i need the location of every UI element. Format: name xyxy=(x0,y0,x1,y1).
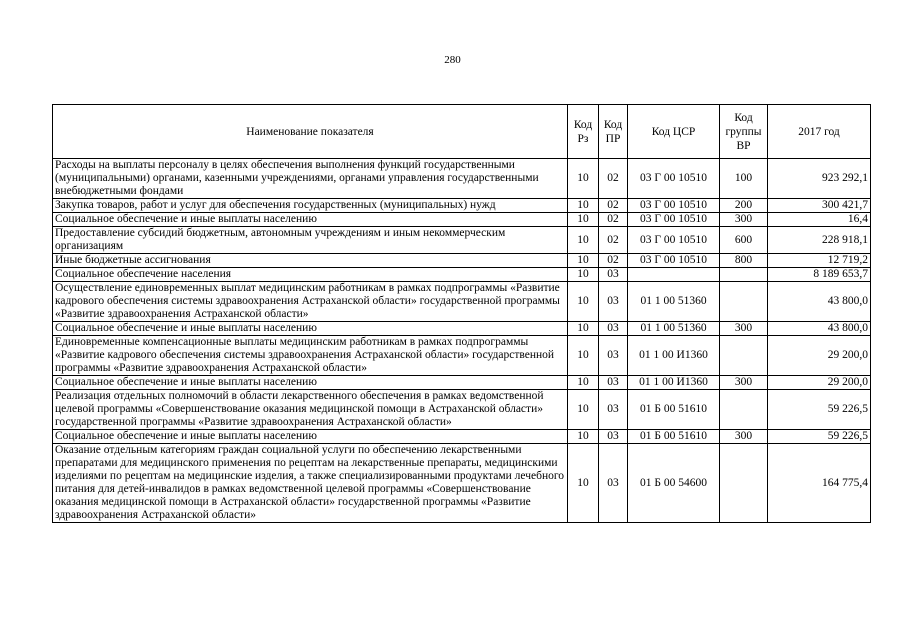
row-csr: 01 Б 00 51610 xyxy=(628,390,720,430)
table-row xyxy=(53,254,871,268)
row-rz: 10 xyxy=(568,336,599,376)
row-rz: 10 xyxy=(568,268,599,282)
row-rz: 10 xyxy=(568,390,599,430)
table-row xyxy=(53,430,871,444)
table-row xyxy=(53,282,871,322)
table-row xyxy=(53,268,871,282)
row-vr xyxy=(720,268,768,282)
page-number: 280 xyxy=(444,54,461,66)
row-pr: 03 xyxy=(599,390,628,430)
table-row xyxy=(53,390,871,430)
row-name: Осуществление единовременных выплат медицинским работникам в рамках подпрограммы «Развитие кадрового обеспечения системы здравоохранения Астраханской области» государственной программы «Развитие здравоохранения Астраханской области» xyxy=(53,282,568,322)
row-csr xyxy=(628,268,720,282)
row-vr: 300 xyxy=(720,430,768,444)
row-name: Социальное обеспечение и иные выплаты населению xyxy=(53,213,568,227)
row-rz: 10 xyxy=(568,159,599,199)
row-name: Социальное обеспечение населения xyxy=(53,268,568,282)
row-csr: 01 1 00 И1360 xyxy=(628,376,720,390)
row-csr: 03 Г 00 10510 xyxy=(628,227,720,254)
row-rz: 10 xyxy=(568,376,599,390)
row-name: Социальное обеспечение и иные выплаты населению xyxy=(53,376,568,390)
row-pr: 02 xyxy=(599,213,628,227)
row-csr: 01 1 00 51360 xyxy=(628,322,720,336)
row-rz: 10 xyxy=(568,199,599,213)
table-row xyxy=(53,376,871,390)
row-amount: 59 226,5 xyxy=(768,430,871,444)
row-vr xyxy=(720,444,768,523)
table-row xyxy=(53,444,871,523)
row-amount: 29 200,0 xyxy=(768,336,871,376)
header-csr: Код ЦСР xyxy=(628,105,720,159)
header-rz: Код Рз xyxy=(568,105,599,159)
row-pr: 02 xyxy=(599,254,628,268)
row-amount: 59 226,5 xyxy=(768,390,871,430)
table-row xyxy=(53,213,871,227)
row-name: Предоставление субсидий бюджетным, автономным учреждениям и иным некоммерческим организациям xyxy=(53,227,568,254)
table-row xyxy=(53,159,871,199)
header-pr: Код ПР xyxy=(599,105,628,159)
row-pr: 03 xyxy=(599,444,628,523)
row-name: Единовременные компенсационные выплаты медицинским работникам в рамках подпрограммы «Развитие кадрового обеспечения системы здравоохранения Астраханской области» государственной программы «Развитие здравоохранения Астраханской области» xyxy=(53,336,568,376)
row-rz: 10 xyxy=(568,254,599,268)
table-row xyxy=(53,336,871,376)
row-rz: 10 xyxy=(568,430,599,444)
row-pr: 03 xyxy=(599,430,628,444)
header-year: 2017 год xyxy=(768,105,871,159)
row-amount: 164 775,4 xyxy=(768,444,871,523)
row-vr: 300 xyxy=(720,213,768,227)
row-rz: 10 xyxy=(568,213,599,227)
row-vr: 300 xyxy=(720,376,768,390)
row-rz: 10 xyxy=(568,322,599,336)
row-vr xyxy=(720,336,768,376)
row-rz: 10 xyxy=(568,444,599,523)
row-pr: 02 xyxy=(599,227,628,254)
table-row xyxy=(53,322,871,336)
table-row xyxy=(53,227,871,254)
row-amount: 16,4 xyxy=(768,213,871,227)
header-vr: Код группы ВР xyxy=(720,105,768,159)
row-amount: 12 719,2 xyxy=(768,254,871,268)
row-pr: 02 xyxy=(599,159,628,199)
row-csr: 03 Г 00 10510 xyxy=(628,199,720,213)
row-vr xyxy=(720,390,768,430)
row-name: Социальное обеспечение и иные выплаты населению xyxy=(53,322,568,336)
row-pr: 03 xyxy=(599,268,628,282)
row-name: Закупка товаров, работ и услуг для обеспечения государственных (муниципальных) нужд xyxy=(53,199,568,213)
row-amount: 300 421,7 xyxy=(768,199,871,213)
row-pr: 03 xyxy=(599,376,628,390)
row-csr: 01 Б 00 54600 xyxy=(628,444,720,523)
row-amount: 43 800,0 xyxy=(768,282,871,322)
row-csr: 01 1 00 И1360 xyxy=(628,336,720,376)
row-vr: 600 xyxy=(720,227,768,254)
table-body xyxy=(53,159,871,523)
row-amount: 228 918,1 xyxy=(768,227,871,254)
row-csr: 03 Г 00 10510 xyxy=(628,213,720,227)
table-row xyxy=(53,199,871,213)
row-rz: 10 xyxy=(568,282,599,322)
row-vr xyxy=(720,282,768,322)
row-rz: 10 xyxy=(568,227,599,254)
header-name: Наименование показателя xyxy=(53,105,568,159)
budget-table xyxy=(52,104,871,523)
row-csr: 01 1 00 51360 xyxy=(628,282,720,322)
table-header-row xyxy=(53,105,871,159)
row-amount: 8 189 653,7 xyxy=(768,268,871,282)
row-amount: 923 292,1 xyxy=(768,159,871,199)
row-csr: 03 Г 00 10510 xyxy=(628,254,720,268)
row-pr: 03 xyxy=(599,282,628,322)
row-pr: 03 xyxy=(599,336,628,376)
row-name: Оказание отдельным категориям граждан социальной услуги по обеспечению лекарственными препаратами для медицинского применения по рецептам на лекарственные препараты, медицинскими изделиями по рецептам на медицинские изделия, а также специализированными продуктами лечебного питания для детей-инвалидов в рамках ведомственной целевой программы «Совершенствование оказания медицинской помощи в Астраханской области» государственной программы «Развитие здравоохранения Астраханской области» xyxy=(53,444,568,523)
row-vr: 200 xyxy=(720,199,768,213)
row-vr: 300 xyxy=(720,322,768,336)
row-csr: 03 Г 00 10510 xyxy=(628,159,720,199)
row-name: Социальное обеспечение и иные выплаты населению xyxy=(53,430,568,444)
row-csr: 01 Б 00 51610 xyxy=(628,430,720,444)
row-pr: 03 xyxy=(599,322,628,336)
row-amount: 43 800,0 xyxy=(768,322,871,336)
row-vr: 800 xyxy=(720,254,768,268)
row-pr: 02 xyxy=(599,199,628,213)
row-amount: 29 200,0 xyxy=(768,376,871,390)
row-vr: 100 xyxy=(720,159,768,199)
row-name: Расходы на выплаты персоналу в целях обеспечения выполнения функций государственными (муниципальными) органами, казенными учреждениями, органами управления государственными внебюджетными фондами xyxy=(53,159,568,199)
row-name: Иные бюджетные ассигнования xyxy=(53,254,568,268)
row-name: Реализация отдельных полномочий в области лекарственного обеспечения в рамках ведомственной целевой программы «Совершенствование оказания медицинской помощи в Астраханской области» государственной программы «Развитие здравоохранения Астраханской области» xyxy=(53,390,568,430)
